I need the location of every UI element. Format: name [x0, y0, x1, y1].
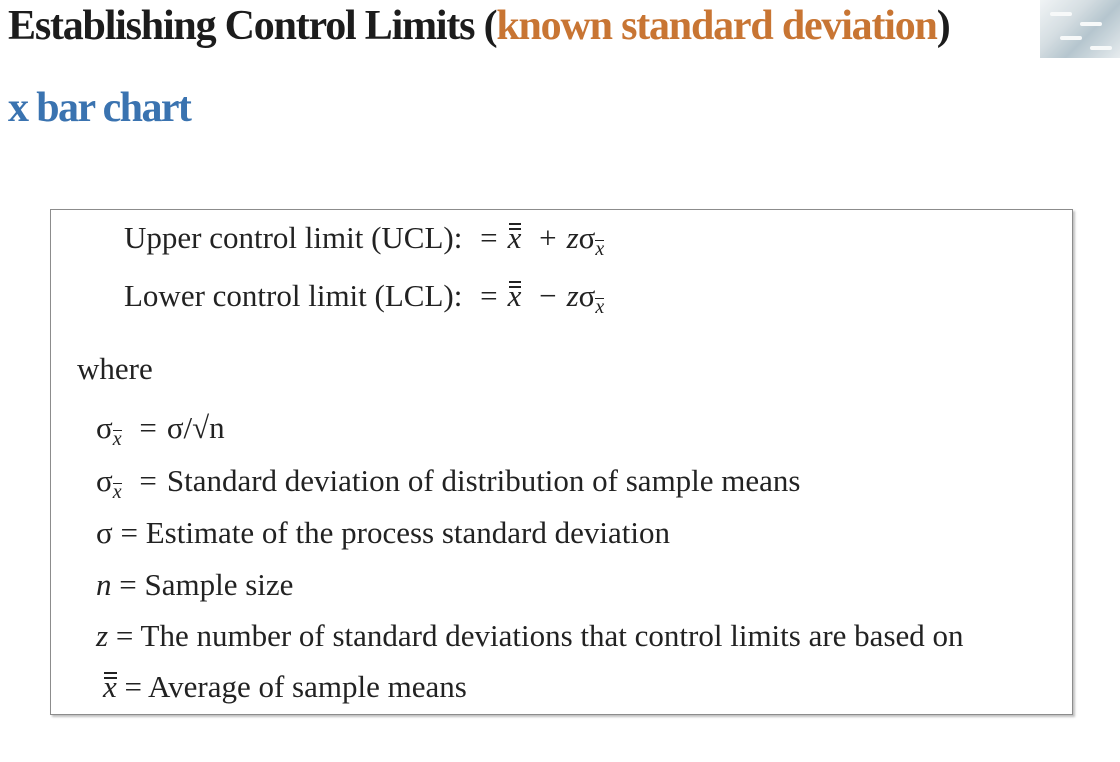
definition-z-text: The number of standard deviations that control limits are based on: [140, 618, 964, 653]
definition-sigma-xbar-formula: $\sigma_x = \sigma/√n$: [96, 410, 225, 450]
x-double-bar-symbol: x: [507, 278, 522, 313]
slide-title-accent: known standard deviation: [496, 3, 937, 49]
lcl-label: Lower control limit (LCL):: [124, 278, 463, 313]
x-double-bar-symbol: x: [103, 669, 117, 704]
definition-n: n = Sample size: [96, 567, 294, 602]
slide-title-close: ): [936, 3, 950, 49]
definition-z: z = The number of standard deviations that control limits are based on: [96, 618, 964, 653]
slide-title-main: Establishing Control Limits (: [8, 3, 497, 49]
definition-n-text: Sample size: [144, 567, 294, 602]
where-label: where: [77, 351, 153, 386]
definition-sigma-xbar-text: Standard deviation of distribution of sample means: [166, 463, 801, 498]
slide-title: [8, 2, 950, 50]
ucl-formula: Upper control limit (UCL): = $x + z\sigma_x$: [124, 220, 605, 260]
lcl-formula: Lower control limit (LCL): = $x - z\sigma_x$: [124, 278, 605, 318]
formula-box: [50, 209, 1073, 715]
x-double-bar-symbol: x: [507, 220, 522, 255]
decorative-corner-image: [1040, 0, 1120, 58]
slide-subtitle: x bar chart: [8, 85, 191, 131]
definition-sigma-xbar-formula-text: σ/√n: [166, 410, 225, 445]
ucl-label: Upper control limit (UCL):: [124, 220, 463, 255]
definition-sigma-text: Estimate of the process standard deviation: [145, 515, 670, 550]
definition-xbarbar-text: Average of sample means: [148, 669, 467, 704]
definition-sigma-xbar: $\sigma_x$ = Standard deviation of distribution of sample means: [96, 463, 801, 503]
definition-xbarbar: x = Average of sample means: [103, 669, 467, 704]
definition-sigma: σ = Estimate of the process standard deviation: [96, 515, 670, 550]
